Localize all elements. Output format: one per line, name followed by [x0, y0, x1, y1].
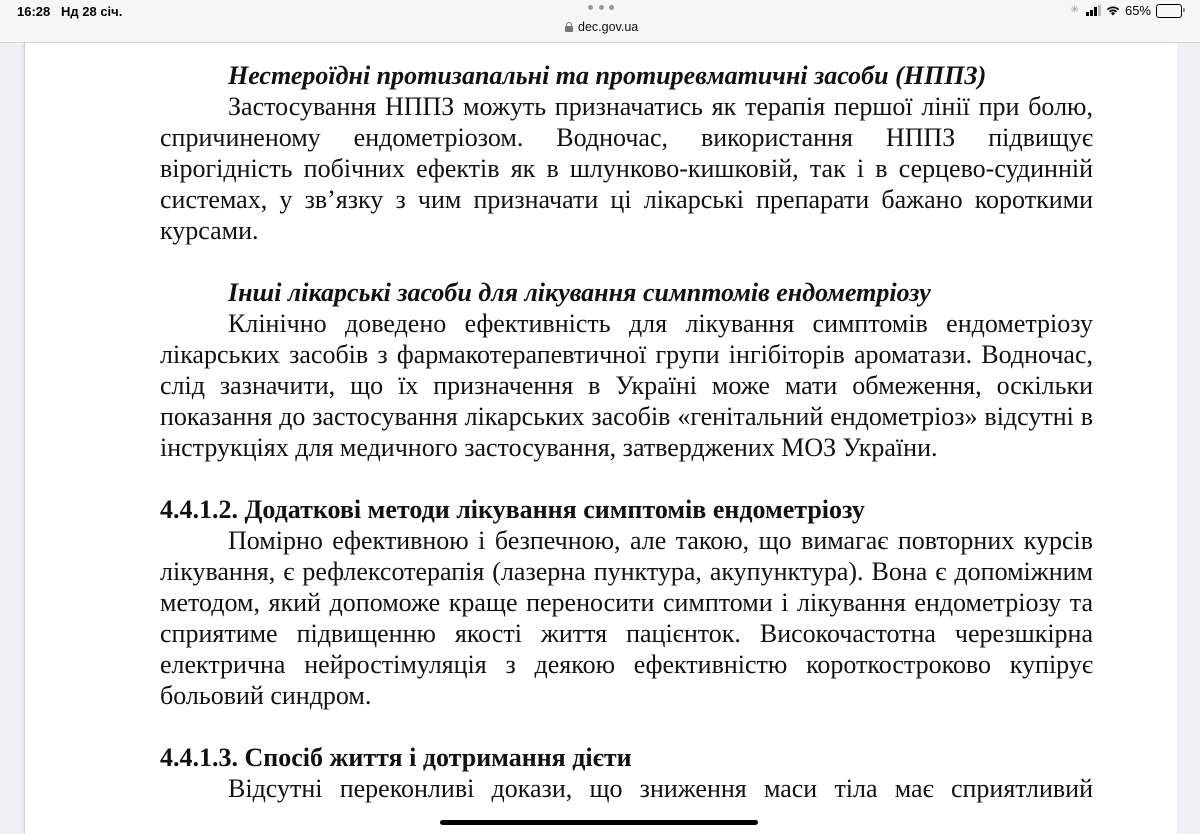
activity-spinner-icon: ✳ — [1069, 4, 1080, 16]
section-heading-nsaid: Нестероїдні протизапальні та протиревматичні засоби (НППЗ) — [228, 61, 987, 90]
multitasking-dots-icon[interactable] — [588, 5, 614, 11]
section-heading-4413: 4.4.1.3. Спосіб життя і дотримання дієти — [160, 743, 632, 772]
status-time: 16:28 — [17, 4, 51, 19]
status-indicators — [1070, 3, 1182, 18]
battery-percent: 65% — [1124, 3, 1151, 18]
section-heading-4412: 4.4.1.2. Додаткові методи лікування симптомів ендометріозу — [160, 495, 865, 524]
paragraph-4412: Помірно ефективною і безпечною, але такою, що вимагає повторних курсів лікування, є рефлексотерапія (лазерна пунктура, акупунктура). Вона є допоміжним методом, який допоможе краще переносити симптоми і лікування ендометріозу та сприятиме підвищенню якості життя пацієнток. Високочастотна черезшкірна електрична нейростімуляція з деякою ефективністю короткостроково купірує больовий синдром. — [160, 526, 1093, 710]
address-bar[interactable] — [565, 20, 638, 34]
home-indicator-bar[interactable] — [440, 820, 758, 825]
battery-icon — [1156, 4, 1182, 18]
status-bar — [0, 0, 1200, 43]
wifi-icon — [1106, 5, 1120, 16]
cellular-signal-icon — [1086, 5, 1101, 16]
status-date: Нд 28 січ. — [61, 4, 123, 19]
section-heading-other-drugs: Інші лікарські засоби для лікування симптомів ендометріозу — [228, 278, 931, 307]
url-text: dec.gov.ua — [578, 20, 639, 34]
paragraph-nsaid: Застосування НППЗ можуть призначатись як терапія першої лінії при болю, спричиненому ендометріозом. Водночас, використання НППЗ підвищує вірогідність побічних ефектів як в шлунково-кишковій, так і в серцево-судинній системах, у зв’язку з чим призначати ці лікарські препарати бажано короткими курсами. — [160, 92, 1093, 245]
paragraph-4413: Відсутні переконливі докази, що зниження маси тіла має сприятливий — [228, 774, 1093, 803]
paragraph-other-drugs: Клінічно доведено ефективність для лікування симптомів ендометріозу лікарських засобів з фармакотерапевтичної групи інгібіторів ароматази. Водночас, слід зазначити, що їх призначення в Україні може мати обмеження, оскільки показання до застосування лікарських засобів «генітальний ендометріоз» відсутні в інструкціях для медичного застосування, затверджених МОЗ України. — [160, 309, 1093, 462]
lock-icon — [565, 22, 573, 32]
document-content — [160, 60, 1093, 804]
